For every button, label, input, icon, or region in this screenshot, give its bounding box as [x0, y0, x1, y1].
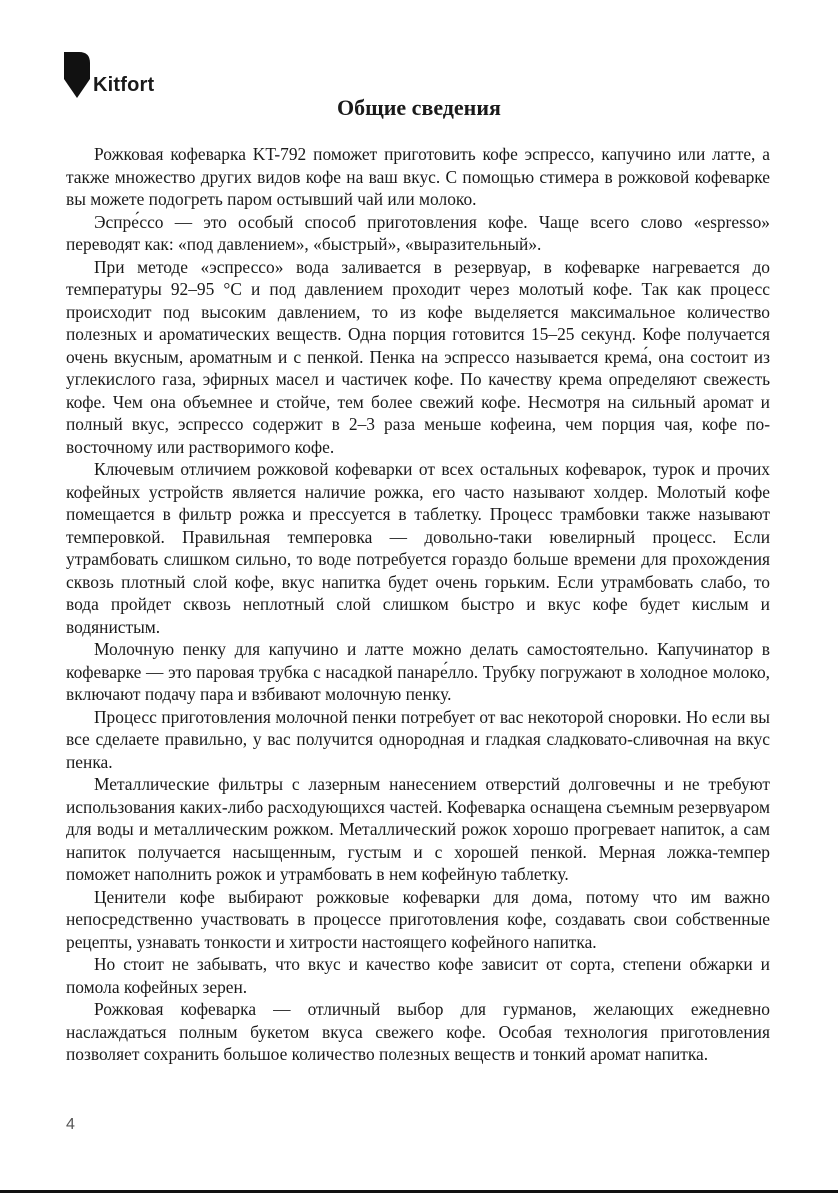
page-title: Общие сведения: [337, 95, 501, 120]
paragraph: Рожковая кофеварка — отличный выбор для гурманов, желающих ежедневно наслаждаться полным букетом вкуса свежего кофе. Особая технология приготовления позволяет сохранить большое количество полезных веществ и тонкий аромат напитка.: [66, 999, 770, 1064]
paragraph: Рожковая кофеварка KT-792 поможет приготовить кофе эспрессо, капучино или латте, а также множество других видов кофе на ваш вкус. С помощью стимера в рожковой кофеварке вы можете подогреть паром остывший чай или молоко.: [66, 144, 770, 209]
paragraph: Но стоит не забывать, что вкус и качество кофе зависит от сорта, степени обжарки и помола кофейных зерен.: [66, 954, 770, 997]
paragraph: Эспре́ссо — это особый способ приготовления кофе. Чаще всего слово «espresso» переводят как: «под давлением», «быстрый», «выразительный».: [66, 211, 770, 254]
page-number: 4: [66, 1116, 75, 1133]
paragraph: Молочную пенку для капучино и латте можно делать самостоятельно. Капучинатор в кофеварке — это паровая трубка с насадкой панаре́лло. Трубку погружают в холодное молоко, включают подачу пара и взбивают молочную пенку.: [66, 639, 770, 704]
paragraph: Металлические фильтры с лазерным нанесением отверстий долговечны и не требуют использования каких-либо расходующихся частей. Кофеварка оснащена съемным резервуаром для воды и металлическим рожком. Металлический рожок хорошо прогревает напиток, а сам напиток получается насыщенным, густым и с хорошей пенкой. Мерная ложка-темпер поможет наполнить рожок и утрамбовать в нем кофейную таблетку.: [66, 774, 770, 884]
paragraph: Ценители кофе выбирают рожковые кофеварки для дома, потому что им важно непосредственно участвовать в процессе приготовления кофе, создавать свои собственные рецепты, узнавать тонкости и хитрости настоящего кофейного напитка.: [66, 886, 770, 952]
paragraph: Ключевым отличием рожковой кофеварки от всех остальных кофеварок, турок и прочих кофейных устройств является наличие рожка, его часто называют холдер. Молотый кофе помещается в фильтр рожка и прессуется в таблетку. Процесс трамбовки также называют темперовкой. Правильная темперовка — довольно-таки ювелирный процесс. Если утрамбовать слишком сильно, то воде потребуется гораздо больше времени для прохождения сквозь плотный слой кофе, вкус напитка будет очень горьким. Если утрамбовать слабо, то вода пройдет сквозь неплотный слой слишком быстро и вкус кофе будет кислым и водянистым.: [66, 459, 770, 637]
paragraph: При методе «эспрессо» вода заливается в резервуар, в кофеварке нагревается до температуры 92–95 °С и под давлением проходит через молотый кофе. Так как процесс происходит под высоким давлением, то из кофе выделяется максимальное количество полезных и ароматических веществ. Одна порция готовится 15–25 секунд. Кофе получается очень вкусным, ароматным и с пенкой. Пенка на эспрессо называется крема́, она состоит из углекислого газа, эфирных масел и частичек кофе. По качеству крема определяют свежесть кофе. Чем она объемнее и стойче, тем более свежий кофе. Несмотря на сильный аромат и полный вкус, эспрессо содержит в 2–3 раза меньше кофеина, чем порция чая, кофе по-восточному или растворимого кофе.: [66, 256, 770, 457]
kitfort-logo-icon: [64, 52, 90, 98]
body-text: [66, 143, 770, 1066]
brand-name: Kitfort: [93, 74, 155, 96]
kitfort-logo: [64, 48, 154, 98]
paragraph: Процесс приготовления молочной пенки потребует от вас некоторой сноровки. Но если вы все сделаете правильно, у вас получится однородная и гладкая сладковато-сливочная на вкус пенка.: [66, 706, 770, 772]
